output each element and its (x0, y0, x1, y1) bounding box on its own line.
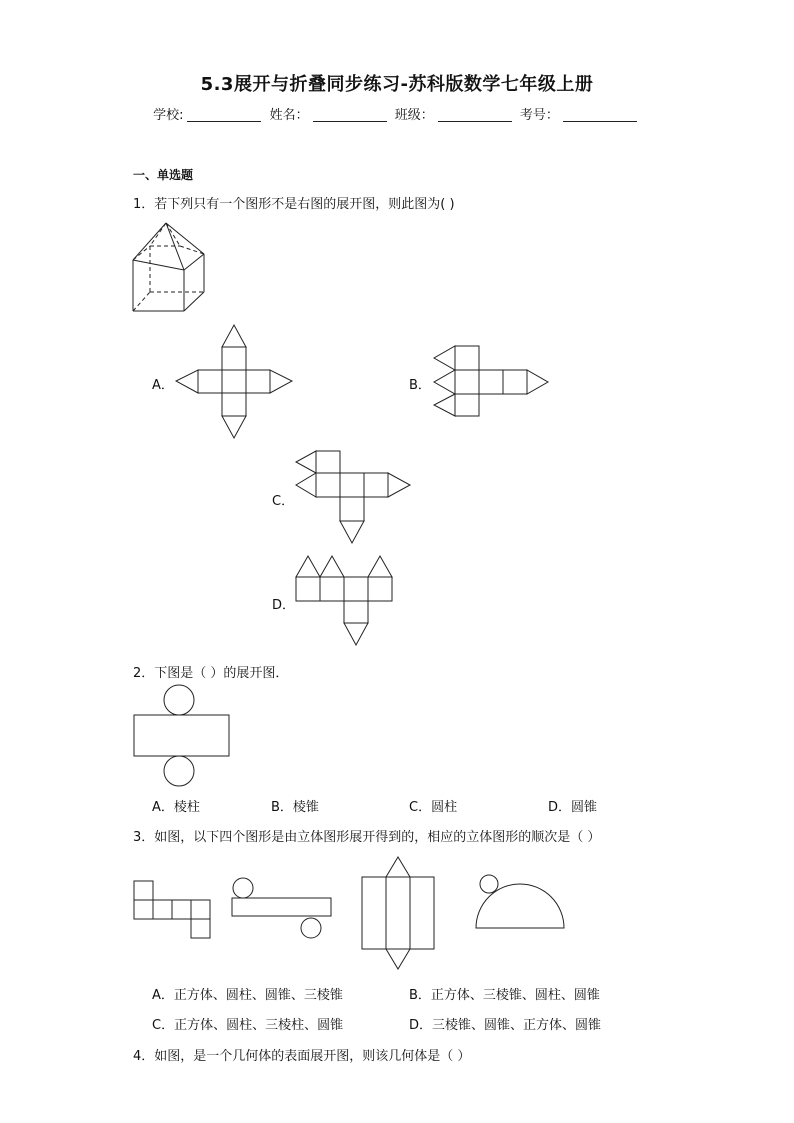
class-label: 班级： (394, 108, 434, 123)
question-3-stem: 3．如图，以下四个图形是由立体图形展开得到的，相应的立体图形的顺次是（ ） (133, 830, 601, 845)
name-label: 姓名： (269, 108, 309, 123)
q1-option-a-label[interactable]: A． (152, 378, 174, 393)
q3-cube-net (133, 878, 213, 942)
class-blank[interactable] (438, 108, 512, 122)
page-title: 5.3展开与折叠同步练习-苏科版数学七年级上册 (200, 74, 594, 95)
section-title: 一、单选题 (133, 168, 194, 182)
q3-option-b[interactable]: B．正方体、三棱锥、圆柱、圆锥 (409, 988, 600, 1003)
q3-option-a[interactable]: A．正方体、圆柱、圆锥、三棱锥 (152, 988, 343, 1003)
q3-prism-net (360, 856, 436, 970)
student-info-line (0, 104, 794, 123)
question-4-stem: 4．如图，是一个几何体的表面展开图，则该几何体是（ ） (133, 1049, 471, 1064)
q3-option-d[interactable]: D．三棱锥、圆锥、正方体、圆锥 (409, 1018, 602, 1033)
q1-option-c-label[interactable]: C． (272, 494, 295, 509)
q2-option-c[interactable]: C．圆柱 (409, 800, 458, 815)
q1-solid-figure (128, 218, 218, 318)
q1-option-d-label[interactable]: D． (272, 598, 296, 613)
number-label: 考号： (519, 108, 559, 123)
q2-option-d[interactable]: D．圆锥 (548, 800, 598, 815)
question-2-stem: 2．下图是（ ）的展开图． (133, 666, 289, 681)
question-1-stem: 1．若下列只有一个图形不是右图的展开图，则此图为( ) (133, 197, 455, 212)
school-blank[interactable] (187, 108, 261, 122)
number-blank[interactable] (563, 108, 637, 122)
q1-option-d-net (294, 554, 398, 648)
q1-option-b-label[interactable]: B． (409, 378, 431, 393)
q3-cylinder-net (229, 876, 335, 942)
q3-cone-net (472, 872, 568, 932)
q2-option-b[interactable]: B．棱锥 (271, 800, 319, 815)
q1-option-b-net (432, 345, 552, 420)
q2-option-a[interactable]: A．棱柱 (152, 800, 200, 815)
school-label: 学校: (153, 108, 184, 123)
q1-option-c-net (294, 450, 414, 546)
q3-option-c[interactable]: C．正方体、圆柱、三棱柱、圆锥 (152, 1018, 344, 1033)
name-blank[interactable] (313, 108, 387, 122)
q1-option-a-net (176, 324, 296, 440)
q2-cylinder-net (133, 684, 233, 788)
